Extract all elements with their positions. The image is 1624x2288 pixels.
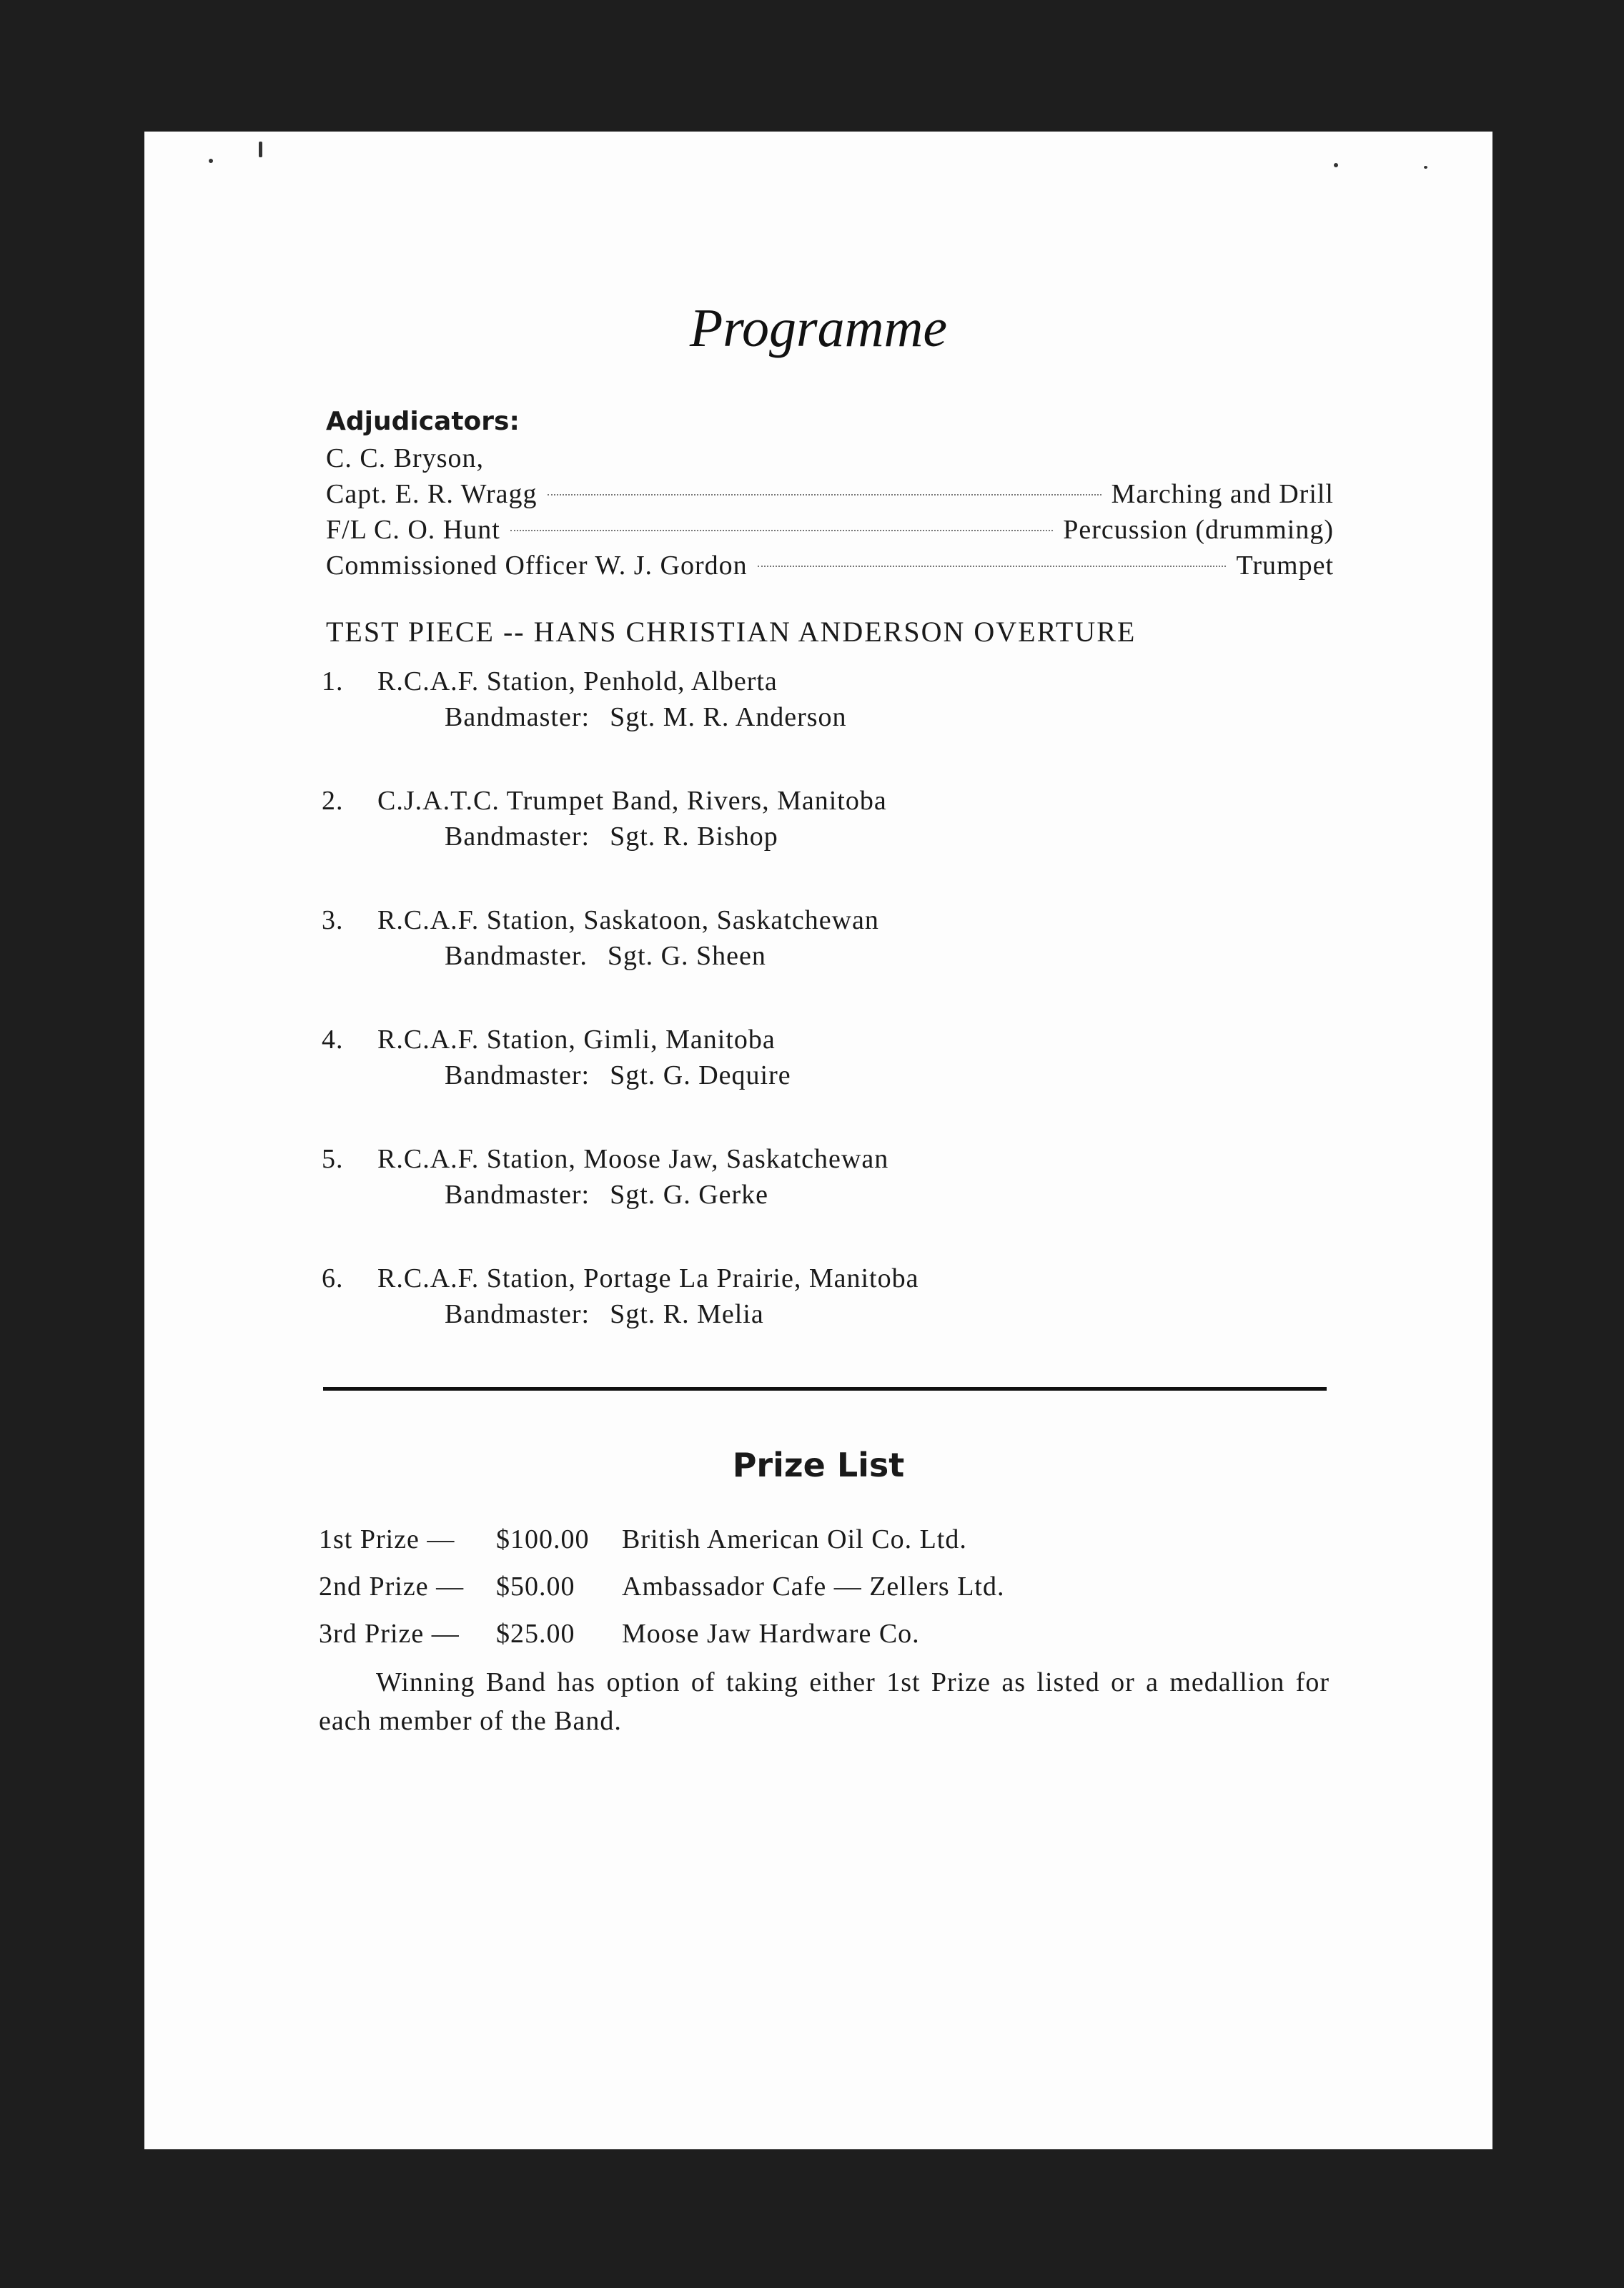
entry-number: 5. <box>322 1144 344 1174</box>
bandmaster-name: Sgt. G. Sheen <box>607 941 766 971</box>
adjudicator-name: F/L C. O. Hunt <box>326 515 500 545</box>
prize-donor: British American Oil Co. Ltd. <box>622 1524 967 1554</box>
band-entry <box>322 1141 1322 1261</box>
prize-list-title: Prize List <box>732 1446 905 1484</box>
dot-leader <box>548 494 1101 495</box>
bandmaster-label: Bandmaster. <box>445 941 588 971</box>
prize-place: 2nd Prize — <box>319 1572 465 1602</box>
bandmaster-label: Bandmaster: <box>445 702 590 732</box>
bandmaster-label: Bandmaster: <box>445 822 590 852</box>
bandmaster-name: Sgt. G. Gerke <box>610 1180 769 1210</box>
scan-speck <box>259 142 262 157</box>
adjudicators-heading: Adjudicators: <box>326 407 520 436</box>
entry-number: 6. <box>322 1263 344 1293</box>
section-divider <box>323 1387 1327 1391</box>
adjudicator-role: Marching and Drill <box>1111 479 1334 509</box>
adjudicator-row <box>326 512 1334 548</box>
band-name: R.C.A.F. Station, Gimli, Manitoba <box>377 1025 776 1055</box>
bandmaster-name: Sgt. R. Melia <box>610 1299 764 1329</box>
prize-place: 3rd Prize — <box>319 1619 460 1649</box>
adjudicator-role: Trumpet <box>1236 551 1334 581</box>
adjudicator-row <box>326 548 1334 583</box>
band-entry <box>322 1261 1322 1380</box>
prize-note: Winning Band has option of taking either 1st Prize as listed or a medallion for each member of the Band. <box>319 1667 1330 1736</box>
adjudicators-section <box>326 403 1334 583</box>
bandmaster-name: Sgt. M. R. Anderson <box>610 702 847 732</box>
scan-speck <box>209 159 213 163</box>
prize-amount: $100.00 <box>496 1524 590 1554</box>
prize-row <box>319 1563 1330 1610</box>
band-name: R.C.A.F. Station, Penhold, Alberta <box>377 666 778 696</box>
entry-number: 3. <box>322 905 344 935</box>
entry-number: 2. <box>322 786 344 816</box>
prize-row <box>319 1516 1330 1563</box>
adjudicator-row <box>326 476 1334 512</box>
band-entries <box>322 664 1322 1380</box>
prize-donor: Ambassador Cafe — Zellers Ltd. <box>622 1572 1005 1602</box>
prize-row <box>319 1610 1330 1657</box>
bandmaster-name: Sgt. R. Bishop <box>610 822 778 852</box>
dot-leader <box>758 566 1227 567</box>
scan-speck <box>1424 166 1427 169</box>
adjudicator-name: Capt. E. R. Wragg <box>326 479 538 509</box>
band-name: R.C.A.F. Station, Portage La Prairie, Manitoba <box>377 1263 919 1293</box>
band-entry <box>322 1022 1322 1141</box>
prize-donor: Moose Jaw Hardware Co. <box>622 1619 920 1649</box>
programme-page <box>144 132 1492 2149</box>
entry-number: 4. <box>322 1025 344 1055</box>
adjudicator-name: Commissioned Officer W. J. Gordon <box>326 551 748 581</box>
bandmaster-name: Sgt. G. Dequire <box>610 1060 791 1090</box>
adjudicator-role: Percussion (drumming) <box>1063 515 1334 545</box>
band-name: R.C.A.F. Station, Saskatoon, Saskatchewan <box>377 905 879 935</box>
test-piece: TEST PIECE -- HANS CHRISTIAN ANDERSON OVERTURE <box>326 616 1137 648</box>
band-entry <box>322 902 1322 1022</box>
adjudicator-name: C. C. Bryson, <box>326 443 484 473</box>
band-name: C.J.A.T.C. Trumpet Band, Rivers, Manitoba <box>377 786 887 816</box>
prize-amount: $25.00 <box>496 1619 575 1649</box>
adjudicator-row <box>326 440 1334 476</box>
prize-list <box>319 1516 1330 1740</box>
bandmaster-label: Bandmaster: <box>445 1060 590 1090</box>
prize-amount: $50.00 <box>496 1572 575 1602</box>
band-entry <box>322 783 1322 902</box>
bandmaster-label: Bandmaster: <box>445 1180 590 1210</box>
band-entry <box>322 664 1322 783</box>
page-title: Programme <box>689 298 948 358</box>
band-name: R.C.A.F. Station, Moose Jaw, Saskatchewan <box>377 1144 889 1174</box>
scan-speck <box>1334 163 1338 167</box>
prize-place: 1st Prize — <box>319 1524 455 1554</box>
dot-leader <box>510 530 1053 531</box>
entry-number: 1. <box>322 666 344 696</box>
bandmaster-label: Bandmaster: <box>445 1299 590 1329</box>
